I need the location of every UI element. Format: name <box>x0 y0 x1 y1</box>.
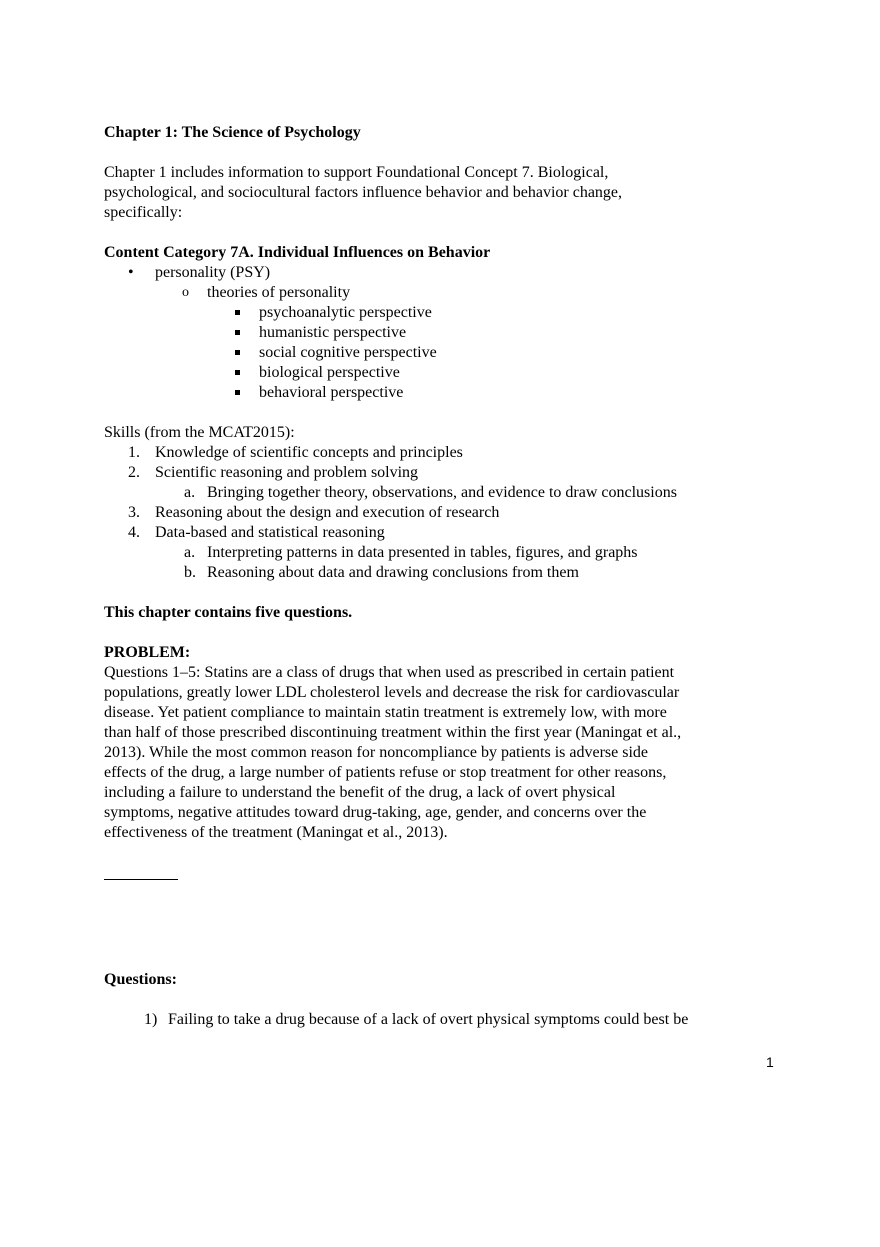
bullet-icon: • <box>128 264 134 281</box>
square-bullet-icon <box>235 330 240 335</box>
skill-sub-label: Bringing together theory, observations, and evidence to draw conclusions <box>207 484 677 501</box>
problem-line: Questions 1–5: Statins are a class of drugs that when used as prescribed in certain patient <box>104 664 675 681</box>
square-bullet-icon <box>235 310 240 315</box>
skill-sub-letter: a. <box>184 544 196 561</box>
skill-sub-letter: b. <box>184 564 196 581</box>
intro-line: psychological, and sociocultural factors influence behavior and behavior change, <box>104 184 623 201</box>
skill-number: 1. <box>128 444 140 461</box>
list-item <box>0 383 744 403</box>
list-item <box>0 323 744 343</box>
problem-paragraph <box>104 663 744 843</box>
square-bullet-icon <box>235 350 240 355</box>
circle-bullet-icon: o <box>182 285 189 300</box>
skills-list <box>104 443 744 583</box>
list-item <box>0 283 744 303</box>
skill-item <box>104 503 744 523</box>
page-content <box>104 123 744 1030</box>
problem-line: effects of the drug, a large number of patients refuse or stop treatment for other reasons, <box>104 764 667 781</box>
intro-paragraph <box>104 163 744 223</box>
question-number: 1) <box>144 1011 158 1028</box>
problem-line: disease. Yet patient compliance to maintain statin treatment is extremely low, with more <box>104 704 667 721</box>
problem-line: populations, greatly lower LDL cholesterol levels and decrease the risk for cardiovascular <box>104 684 680 701</box>
chapter-title: Chapter 1: The Science of Psychology <box>104 124 361 141</box>
skill-number: 3. <box>128 504 140 521</box>
skill-label: Scientific reasoning and problem solving <box>155 464 419 481</box>
skill-sub-label: Reasoning about data and drawing conclusions from them <box>207 564 579 581</box>
skill-item <box>104 523 744 543</box>
skill-item <box>104 463 744 483</box>
page-number: 1 <box>766 1054 774 1070</box>
list-item-label: psychoanalytic perspective <box>259 304 432 321</box>
problem-line: symptoms, negative attitudes toward drug-taking, age, gender, and concerns over the <box>104 804 647 821</box>
intro-line: specifically: <box>104 204 183 221</box>
list-item <box>0 343 744 363</box>
skill-label: Data-based and statistical reasoning <box>155 524 385 541</box>
skill-subitem <box>104 563 744 583</box>
list-item-label: theories of personality <box>207 284 351 301</box>
chapter-note: This chapter contains five questions. <box>104 604 353 621</box>
skill-sub-letter: a. <box>184 484 196 501</box>
list-item-label: social cognitive perspective <box>259 344 437 361</box>
skill-item <box>104 443 744 463</box>
skill-sub-label: Interpreting patterns in data presented in tables, figures, and graphs <box>207 544 638 561</box>
square-bullet-icon <box>235 370 240 375</box>
skill-number: 2. <box>128 464 140 481</box>
skill-subitem <box>104 483 744 503</box>
problem-line: than half of those prescribed discontinuing treatment within the first year (Maningat et al., <box>104 724 682 741</box>
skill-label: Knowledge of scientific concepts and principles <box>155 444 463 461</box>
intro-line: Chapter 1 includes information to support Foundational Concept 7. Biological, <box>104 164 609 181</box>
square-bullet-icon <box>235 390 240 395</box>
questions-heading: Questions: <box>104 971 177 988</box>
content-category-heading: Content Category 7A. Individual Influences on Behavior <box>104 244 491 261</box>
list-item <box>0 263 744 283</box>
question-item <box>104 1010 744 1030</box>
problem-line: effectiveness of the treatment (Maningat et al., 2013). <box>104 824 448 841</box>
skills-heading: Skills (from the MCAT2015): <box>104 424 295 441</box>
bullet-list <box>0 263 744 403</box>
skill-subitem <box>104 543 744 563</box>
problem-heading: PROBLEM: <box>104 644 191 661</box>
list-item-label: personality (PSY) <box>155 264 271 281</box>
list-item-label: biological perspective <box>259 364 400 381</box>
list-item <box>0 363 744 383</box>
list-item-label: behavioral perspective <box>259 384 404 401</box>
skill-number: 4. <box>128 524 140 541</box>
problem-line: 2013). While the most common reason for noncompliance by patients is adverse side <box>104 744 649 761</box>
question-text: Failing to take a drug because of a lack of overt physical symptoms could best be <box>168 1011 689 1028</box>
skill-label: Reasoning about the design and execution of research <box>155 504 500 521</box>
problem-line: including a failure to understand the benefit of the drug, a lack of overt physical <box>104 784 616 801</box>
list-item <box>0 303 744 323</box>
list-item-label: humanistic perspective <box>259 324 407 341</box>
